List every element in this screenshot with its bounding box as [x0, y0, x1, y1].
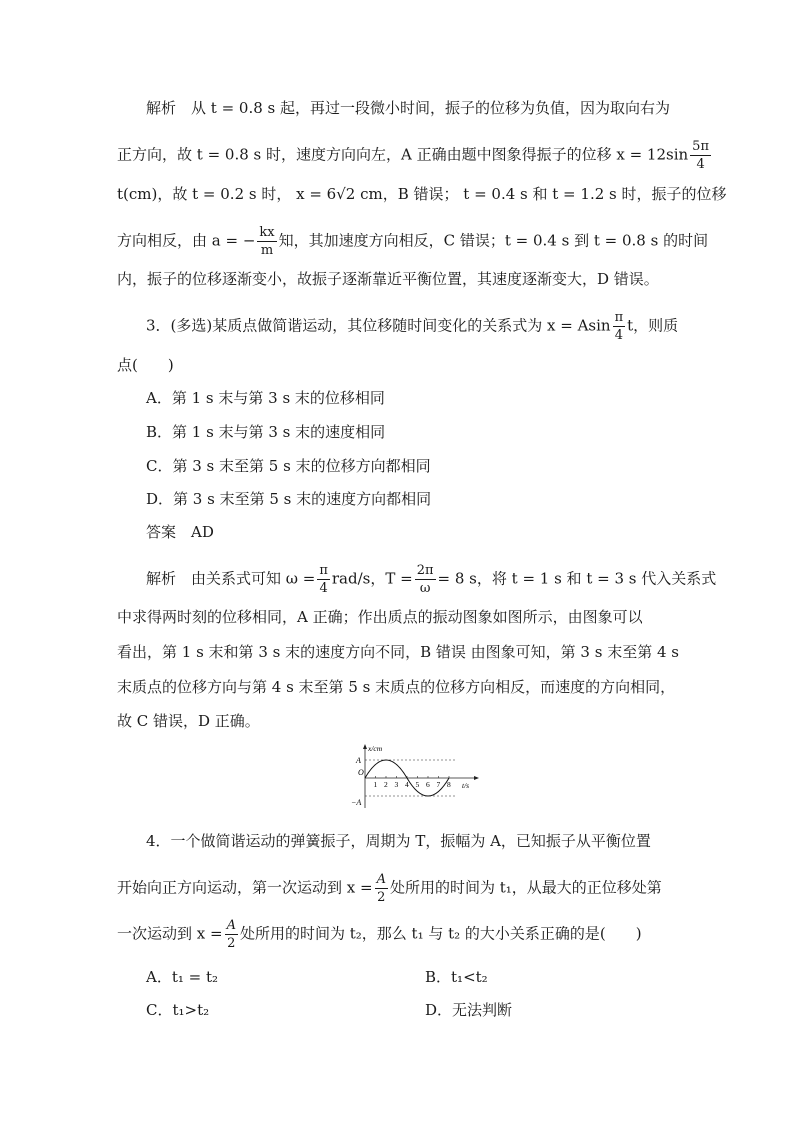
tick-label: 2 [384, 780, 388, 789]
frac-den: 2 [227, 936, 236, 951]
q4-l2-text-a: 开始向正方向运动，第一次运动到 x = [117, 878, 373, 897]
q3-solution-line-3: 看出，第 1 s 末和第 3 s 末的速度方向不同，B 错误 由图象可知，第 3 s 末至第 4 s [117, 643, 679, 661]
tick-label: 3 [394, 780, 399, 789]
fraction-A-2b [225, 919, 238, 950]
fraction-pi-4b [317, 564, 330, 595]
q3-sol-text-c: = 8 s，将 t = 1 s 和 t = 3 s 代入关系式 [437, 569, 717, 588]
solution-line-3: t(cm)，故 t = 0.2 s 时， x = 6√2 cm，B 错误； t = 0.4 s 和 t = 1.2 s 时，振子的位移 [117, 185, 727, 203]
q3-stem-text-b: t，则质 [627, 316, 679, 335]
frac-num: kx [259, 225, 275, 240]
frac-den: 4 [696, 157, 705, 172]
question-4-line-2 [117, 873, 682, 904]
frac-num: π [614, 310, 624, 325]
fraction-5pi-4 [690, 140, 711, 171]
q3-solution-line-1 [146, 563, 717, 596]
q3-option-d: D．第 3 s 末至第 5 s 末的速度方向都相同 [146, 490, 432, 508]
x-tick-labels [374, 780, 452, 789]
y-axis-label: x/cm [368, 744, 383, 753]
fraction-A-2 [375, 873, 388, 904]
tick-label: 4 [405, 780, 409, 789]
q4-l3-text-b: 处所用的时间为 t₂，那么 t₁ 与 t₂ 的大小关系正确的是( ) [239, 924, 642, 943]
frac-num: 2π [416, 563, 434, 578]
y-axis-arrow [363, 744, 367, 749]
q3-option-b: B．第 1 s 末与第 3 s 末的速度相同 [146, 423, 386, 441]
q4-option-d: D．无法判断 [425, 1001, 513, 1019]
q3-answer: 答案 AD [146, 523, 214, 541]
label-O: O [358, 768, 364, 777]
q4-option-a: A．t₁ = t₂ [146, 968, 219, 986]
frac-num: 5π [692, 139, 709, 154]
frac-den: 4 [614, 328, 623, 343]
tick-label: 5 [415, 780, 420, 789]
q3-option-c: C．第 3 s 末至第 5 s 末的位移方向都相同 [146, 457, 431, 475]
frac-den: m [260, 243, 274, 258]
solution-line-5: 内，振子的位移逐渐变小，故振子逐渐靠近平衡位置，其速度逐渐变大，D 错误。 [117, 270, 659, 288]
x-axis-label: t/s [462, 781, 470, 790]
solution-line-4 [117, 225, 709, 258]
tick-label: 1 [373, 780, 378, 789]
x-axis-arrow [474, 776, 479, 780]
q3-solution-line-2: 中求得两时刻的位移相同，A 正确；作出质点的振动图象如图所示，由图象可以 [117, 608, 643, 626]
q4-option-c: C．t₁>t₂ [146, 1001, 210, 1019]
tick-label: 6 [426, 780, 430, 789]
question-4-stem: 4．一个做简谐运动的弹簧振子，周期为 T，振幅为 A，已知振子从平衡位置 [146, 832, 651, 850]
label-A: A [356, 756, 361, 765]
question-3-stem-2: 点( ) [117, 356, 174, 374]
solution-line-1: 解析 从 t = 0.8 s 起，再过一段微小时间，振子的位移为负值，因为取向右为 [146, 99, 670, 117]
frac-num: π [319, 563, 328, 578]
q3-stem-text-a: 3．(多选)某质点做简谐运动，其位移随时间变化的关系式为 x = Asin [146, 316, 611, 335]
fraction-pi-4 [613, 311, 626, 342]
fraction-kx-m [257, 226, 276, 257]
solution-line-2-text: 正方向，故 t = 0.8 s 时，速度方向向左，A 正确由题中图象得振子的位移 x = 12sin [117, 145, 689, 164]
q3-option-a: A．第 1 s 末与第 3 s 末的位移相同 [146, 389, 385, 407]
frac-num: A [376, 872, 386, 887]
q3-sol-text-b: rad/s，T = [331, 569, 413, 588]
solution-line-4-text-a: 方向相反，由 a = − [117, 231, 256, 250]
q4-l2-text-b: 处所用的时间为 t₁，从最大的正位移处第 [389, 878, 662, 897]
q4-option-b: B．t₁<t₂ [425, 968, 488, 986]
question-4-line-3 [117, 919, 682, 950]
tick-label: 8 [447, 780, 451, 789]
q3-solution-line-4: 末质点的位移方向与第 4 s 末至第 5 s 末质点的位移方向相反，而速度的方向相同， [117, 678, 676, 696]
q3-sol-text-a: 解析 由关系式可知 ω = [146, 569, 316, 588]
tick-label: 7 [436, 780, 441, 789]
solution-line-4-text-b: 知，其加速度方向相反，C 错误；t = 0.4 s 到 t = 0.8 s 的时间 [278, 231, 709, 250]
q3-solution-line-5: 故 C 错误，D 正确。 [117, 712, 260, 730]
frac-num: A [226, 918, 236, 933]
q4-l3-text-a: 一次运动到 x = [117, 924, 223, 943]
frac-den: 4 [319, 581, 328, 596]
frac-den: 2 [377, 890, 386, 905]
label-neg-A: −A [351, 798, 362, 807]
vibration-graph [343, 742, 483, 812]
question-3-stem [146, 311, 711, 342]
frac-den: ω [419, 581, 431, 596]
fraction-2pi-omega [415, 564, 436, 595]
